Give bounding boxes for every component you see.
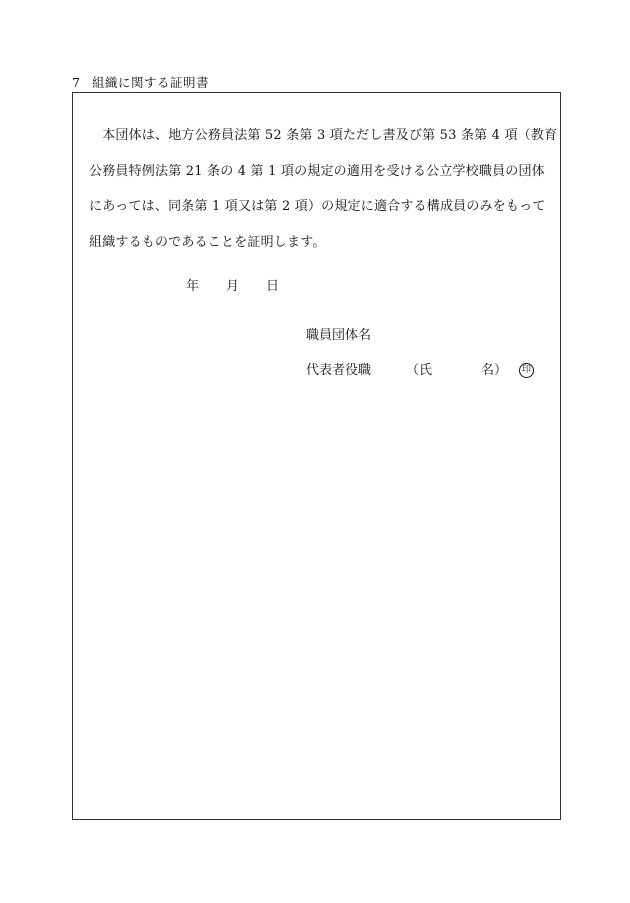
certificate-line-4: 組織するものであることを証明します。 bbox=[89, 234, 326, 250]
name-open-label: （氏 bbox=[406, 363, 433, 378]
date-year-label: 年 bbox=[186, 279, 200, 294]
section-number: 7 bbox=[72, 75, 81, 90]
date-month-label: 月 bbox=[226, 279, 240, 294]
representative-line bbox=[306, 359, 534, 378]
certificate-line-3: にあっては、同条第 1 項又は第 2 項）の規定に適合する構成員のみをもって bbox=[89, 199, 546, 214]
representative-title-label: 代表者役職 bbox=[306, 363, 372, 378]
date-line bbox=[186, 275, 279, 294]
section-title: 組織に関する証明書 bbox=[92, 75, 210, 90]
organization-name-label: 職員団体名 bbox=[306, 328, 372, 343]
name-close-label: 名） bbox=[481, 363, 508, 378]
certificate-line-1: 本団体は、地方公務員法第 52 条第 3 項ただし書及び第 53 条第 4 項（教育 bbox=[89, 128, 558, 143]
section-heading bbox=[72, 73, 209, 91]
certificate-line-2: 公務員特例法第 21 条の 4 第 1 項の規定の適用を受ける公立学校職員の団体 bbox=[89, 163, 545, 179]
date-day-label: 日 bbox=[266, 279, 280, 294]
certificate-body bbox=[89, 118, 559, 260]
seal-icon: 印 bbox=[519, 363, 534, 378]
